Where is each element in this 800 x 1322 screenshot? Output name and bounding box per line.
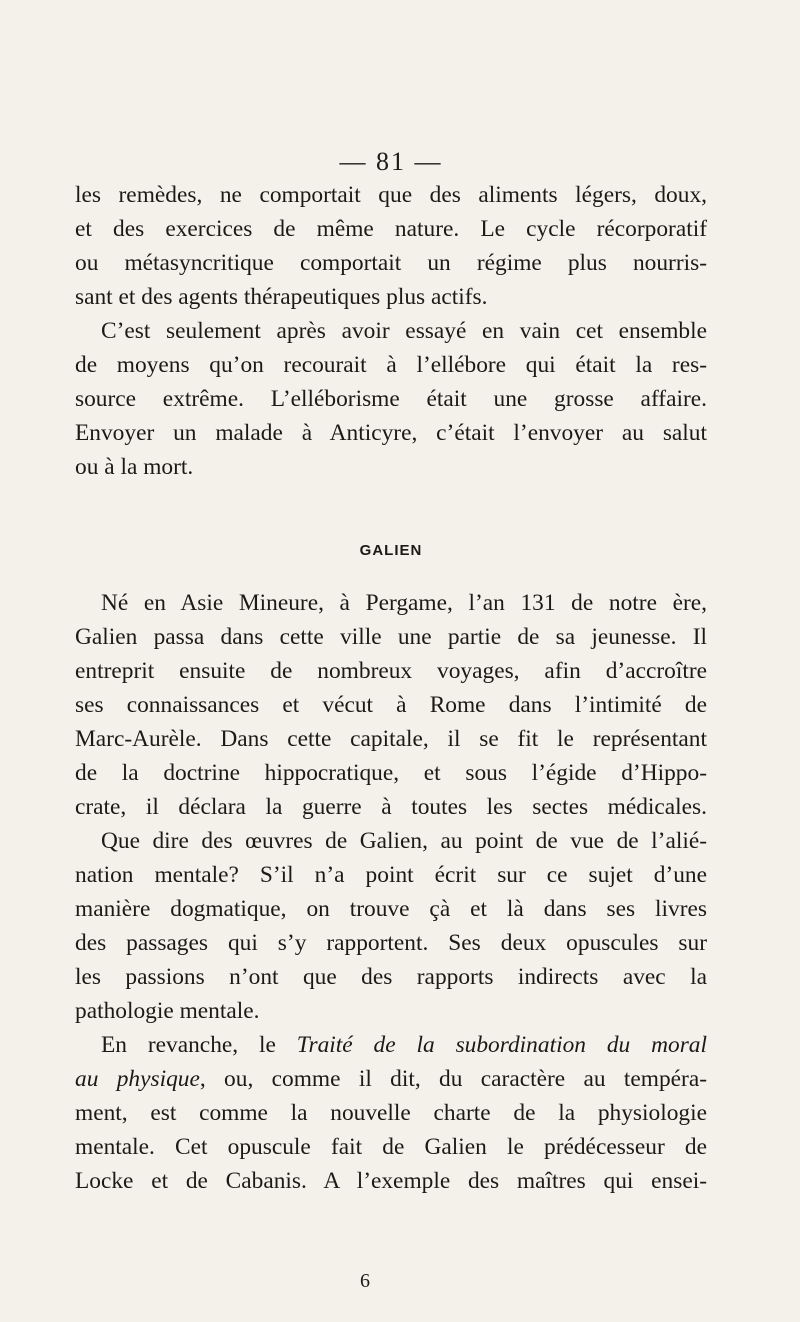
- text-line: de la doctrine hippocratique, et sous l’égide d’Hippo-: [75, 760, 707, 786]
- text-line: C’est seulement après avoir essayé en vain cet ensemble: [101, 318, 707, 344]
- book-title: au physique: [75, 1066, 200, 1092]
- text-line: [75, 1062, 707, 1096]
- text-line: Marc-Aurèle. Dans cette capitale, il se fit le représentant: [75, 726, 707, 752]
- text-fragment: En revanche, le: [101, 1032, 297, 1058]
- text-fragment: , ou, comme il dit, du caractère au tempéra-: [199, 1066, 707, 1092]
- text-line: pathologie mentale.: [75, 998, 260, 1024]
- text-line: manière dogmatique, on trouve çà et là dans ses livres: [75, 896, 707, 922]
- paragraph-2: [75, 314, 707, 484]
- text-line: ou métasyncritique comportait un régime plus nourris-: [75, 250, 707, 276]
- text-line: de moyens qu’on recourait à l’ellébore qui était la res-: [75, 352, 707, 378]
- book-title: Traité de la subordination du moral: [296, 1032, 707, 1058]
- text-line: Envoyer un malade à Anticyre, c’était l’envoyer au salut: [75, 420, 707, 446]
- text-line: crate, il déclara la guerre à toutes les sectes médicales.: [75, 794, 707, 820]
- text-line: Né en Asie Mineure, à Pergame, l’an 131 de notre ère,: [101, 590, 707, 616]
- paragraph-1: [75, 178, 707, 314]
- text-line: Que dire des œuvres de Galien, au point de vue de l’alié-: [101, 828, 707, 854]
- section-heading: GALIEN: [359, 542, 423, 559]
- signature-mark: 6: [360, 1270, 370, 1292]
- text-line: sant et des agents thérapeutiques plus actifs.: [75, 284, 488, 310]
- text-line: et des exercices de même nature. Le cycle récorporatif: [75, 216, 707, 242]
- paragraph-4: [75, 824, 707, 1028]
- text-line: des passages qui s’y rapportent. Ses deux opuscules sur: [75, 930, 707, 956]
- text-line: mentale. Cet opuscule fait de Galien le prédécesseur de: [75, 1134, 707, 1160]
- text-line: les remèdes, ne comportait que des aliments légers, doux,: [75, 182, 707, 208]
- text-line: les passions n’ont que des rapports indirects avec la: [75, 964, 707, 990]
- text-line: nation mentale? S’il n’a point écrit sur ce sujet d’une: [75, 862, 707, 888]
- text-line: ment, est comme la nouvelle charte de la physiologie: [75, 1100, 707, 1126]
- text-line: Locke et de Cabanis. A l’exemple des maîtres qui ensei-: [75, 1168, 707, 1194]
- text-line: [75, 1028, 707, 1062]
- paragraph-3: [75, 586, 707, 824]
- text-line: source extrême. L’elléborisme était une grosse affaire.: [75, 386, 707, 412]
- text-line: Galien passa dans cette ville une partie de sa jeunesse. Il: [75, 624, 707, 650]
- page-number: — 81 —: [339, 147, 443, 176]
- text-line: ses connaissances et vécut à Rome dans l’intimité de: [75, 692, 707, 718]
- paragraph-5: [75, 1028, 707, 1198]
- text-line: entreprit ensuite de nombreux voyages, afin d’accroître: [75, 658, 707, 684]
- text-line: ou à la mort.: [75, 454, 194, 480]
